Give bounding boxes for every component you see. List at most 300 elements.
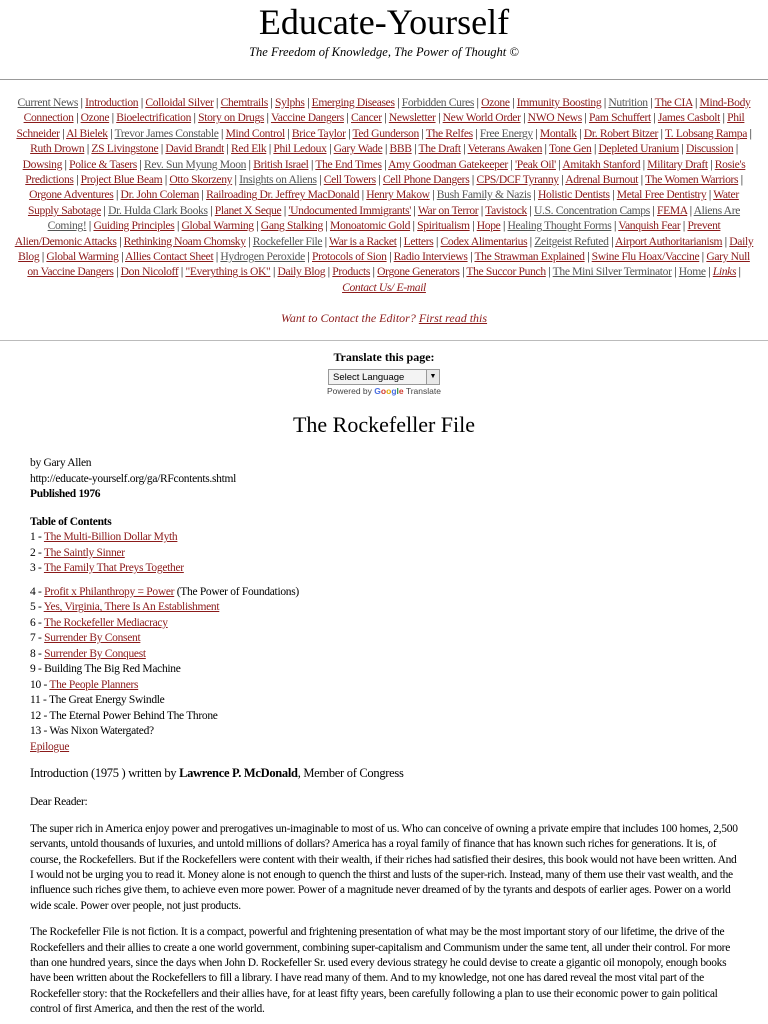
nav-separator: | bbox=[459, 265, 467, 279]
nav-link[interactable]: Monoatomic Gold bbox=[329, 219, 411, 233]
toc-number: 5 - bbox=[30, 601, 44, 614]
toc-number: 6 - bbox=[30, 616, 44, 629]
nav-separator: | bbox=[118, 250, 125, 264]
nav-link[interactable]: Amy Goodman Gatekeeper bbox=[388, 157, 508, 171]
toc-link[interactable]: The Family That Preys Together bbox=[43, 562, 184, 575]
nav-separator: | bbox=[109, 111, 117, 125]
nav-separator: | bbox=[581, 111, 589, 125]
toc-number: 10 - bbox=[30, 678, 50, 691]
nav-separator: | bbox=[199, 188, 207, 202]
nav-separator: | bbox=[59, 126, 67, 140]
nav-link[interactable]: 'Undocumented Immigrants' bbox=[288, 203, 411, 217]
nav-separator: | bbox=[223, 142, 232, 156]
translate-text: Translate bbox=[405, 386, 441, 397]
nav-link[interactable]: Project Blue Beam bbox=[80, 173, 163, 187]
nav-separator: | bbox=[162, 173, 170, 187]
nav-link[interactable]: Mind-Body Connection bbox=[23, 96, 751, 125]
nav-separator: | bbox=[304, 96, 312, 109]
nav-link[interactable]: Radio Interviews bbox=[393, 250, 468, 264]
header-divider bbox=[0, 79, 768, 80]
nav-separator: | bbox=[410, 219, 418, 233]
article-content bbox=[30, 456, 738, 1017]
nav-link[interactable]: Hope bbox=[476, 219, 501, 233]
toc-spacer bbox=[30, 577, 738, 585]
nav-separator: | bbox=[474, 96, 482, 109]
nav-separator: | bbox=[609, 188, 617, 202]
google-logo-icon: Google bbox=[374, 386, 404, 397]
site-tagline: The Freedom of Knowledge, The Power of Thought © bbox=[249, 45, 519, 59]
nav-link[interactable]: Dr. John Coleman bbox=[120, 188, 199, 202]
nav-link[interactable]: Gary Null on Vaccine Dangers bbox=[27, 250, 750, 279]
contact-text: Want to Contact the Editor? bbox=[280, 311, 416, 326]
nav-separator: | bbox=[722, 234, 730, 248]
nav-separator: | bbox=[601, 96, 609, 109]
nav-separator: | bbox=[138, 96, 146, 109]
nav-separator: | bbox=[308, 157, 316, 171]
nav-separator: | bbox=[284, 126, 292, 140]
nav-link[interactable]: Railroading Dr. Jeffrey MacDonald bbox=[206, 188, 360, 202]
nav-link[interactable]: New World Order bbox=[442, 111, 521, 125]
nav-link[interactable]: BBB bbox=[389, 142, 412, 156]
site-title: Educate-Yourself bbox=[258, 2, 510, 42]
nav-link[interactable]: Prevent Alien/Demonic Attacks bbox=[14, 219, 721, 248]
nav-separator: | bbox=[545, 265, 553, 279]
nav-link[interactable]: Holistic Dentists bbox=[538, 188, 610, 202]
nav-separator: | bbox=[558, 173, 566, 187]
nav-link[interactable]: Vaccine Dangers bbox=[270, 111, 344, 125]
nav-separator: | bbox=[158, 142, 166, 156]
nav-link[interactable]: War is a Racket bbox=[329, 234, 397, 248]
nav-link[interactable]: 'Peak Oil' bbox=[514, 157, 556, 171]
nav-separator: | bbox=[394, 96, 402, 109]
toc-item bbox=[30, 616, 738, 632]
nav-link[interactable]: Ozone bbox=[80, 111, 110, 125]
nav-link[interactable]: ZS Livingstone bbox=[91, 142, 159, 156]
toc-number: 3 - bbox=[30, 562, 44, 575]
nav-link[interactable]: Allies Contact Sheet bbox=[125, 250, 214, 264]
toc-item bbox=[30, 530, 738, 546]
nav-link[interactable]: Otto Skorzeny bbox=[169, 173, 233, 187]
site-navigation bbox=[14, 95, 754, 295]
nav-link[interactable]: Pam Schuffert bbox=[588, 111, 651, 125]
nav-separator: | bbox=[316, 173, 324, 187]
nav-separator: | bbox=[266, 142, 274, 156]
nav-separator: | bbox=[113, 188, 121, 202]
nav-separator: | bbox=[469, 173, 477, 187]
nav-separator: | bbox=[467, 250, 475, 264]
nav-link[interactable]: Guiding Principles bbox=[93, 219, 175, 233]
nav-link[interactable]: CPS/DCF Tyranny bbox=[476, 173, 559, 187]
toc-item bbox=[30, 600, 738, 616]
nav-separator: | bbox=[706, 188, 714, 202]
nav-link[interactable]: Trevor James Constable bbox=[114, 126, 219, 140]
nav-link[interactable]: T. Lobsang Rampa bbox=[664, 126, 748, 140]
nav-separator: | bbox=[107, 126, 115, 140]
nav-link[interactable]: Red Elk bbox=[231, 142, 267, 156]
nav-separator: | bbox=[267, 96, 276, 109]
nav-link[interactable]: Adrenal Burnout bbox=[565, 173, 639, 187]
nav-separator: | bbox=[359, 188, 367, 202]
nav-link[interactable]: Water Supply Sabotage bbox=[27, 188, 739, 217]
nav-separator: | bbox=[381, 157, 389, 171]
nav-link[interactable]: The Strawman Explained bbox=[474, 250, 585, 264]
toc-number: 13 - bbox=[30, 725, 50, 738]
language-select[interactable] bbox=[328, 369, 440, 385]
nav-separator: | bbox=[113, 265, 121, 279]
article-published: Published 1976 bbox=[30, 488, 101, 501]
powered-by-text: Powered by bbox=[327, 386, 372, 397]
toc-item bbox=[30, 546, 738, 562]
nav-link[interactable]: Orgone Adventures bbox=[29, 188, 114, 202]
nav-separator: | bbox=[245, 234, 253, 248]
nav-link[interactable]: Home bbox=[678, 265, 706, 279]
nav-link[interactable]: Rev. Sun Myung Moon bbox=[144, 157, 247, 171]
nav-separator: | bbox=[325, 265, 333, 279]
translate-label: Translate this page: bbox=[333, 350, 435, 365]
nav-separator: | bbox=[738, 173, 743, 187]
toc-link[interactable]: Surrender By Consent bbox=[44, 632, 141, 645]
toc-number: 4 - bbox=[30, 585, 45, 598]
toc-item bbox=[30, 647, 738, 663]
nav-separator: | bbox=[638, 173, 646, 187]
nav-link[interactable]: Military Draft bbox=[647, 157, 708, 171]
nav-separator: | bbox=[520, 111, 528, 125]
toc-link[interactable]: The Rockefeller Mediacracy bbox=[43, 616, 168, 629]
toc-item bbox=[30, 585, 738, 601]
nav-link[interactable]: Newsletter bbox=[388, 111, 436, 125]
nav-link[interactable]: Current News bbox=[17, 96, 79, 109]
nav-separator: | bbox=[270, 265, 278, 279]
nav-link[interactable]: Brice Taylor bbox=[291, 126, 346, 140]
nav-separator: | bbox=[232, 173, 240, 187]
paragraph: The Rockefeller File is not fiction. It is a compact, powerful and frightening presentation of what may be the most important story of our lifetime, the drive of the Rockefellers and their allies to create a one world government, combining super-capitalism and Communism under the same tent, all under their control. For more than one hundred years, since the days when John D. Rockefeller Sr. used every devious strategy he could devise to create a gigantic oil monopoly, enough books have been written about the Rockefellers to fill a library. I have read many of them. And to my knowledge, not one has dared reveal the most vital part of the Rockefeller story: that the Rockefellers and their allies have, for at least fifty years, been carefully following a plan to use their economic power to gain political control of first America, and then the rest of the world. bbox=[30, 926, 730, 1016]
nav-link[interactable]: FEMA bbox=[657, 203, 688, 217]
nav-link[interactable]: "Everything is OK" bbox=[185, 265, 271, 279]
nav-separator: | bbox=[73, 111, 81, 125]
toc-title: Table of Contents bbox=[30, 515, 112, 528]
toc-label: Building The Big Red Machine bbox=[44, 663, 181, 676]
nav-separator: | bbox=[218, 126, 226, 140]
nav-separator: | bbox=[591, 142, 599, 156]
nav-link[interactable]: Global Warming bbox=[181, 219, 254, 233]
nav-link[interactable]: Insights on Aliens bbox=[239, 173, 317, 187]
toc-suffix: (The Power of Foundations) bbox=[174, 585, 299, 598]
nav-separator: | bbox=[396, 234, 404, 248]
nav-separator: | bbox=[692, 96, 700, 109]
toc-label: The Eternal Power Behind The Throne bbox=[49, 709, 218, 722]
intro-suffix: , Member of Congress bbox=[297, 766, 404, 781]
nav-link[interactable]: Ozone bbox=[481, 96, 510, 109]
nav-separator: | bbox=[507, 157, 515, 171]
nav-link[interactable]: Airport Authoritarianism bbox=[614, 234, 723, 248]
toc-link[interactable]: Surrender By Conquest bbox=[44, 647, 146, 660]
toc-item bbox=[30, 678, 738, 694]
toc-number: 8 - bbox=[30, 647, 45, 660]
nav-separator: | bbox=[174, 219, 182, 233]
toc-item bbox=[30, 724, 738, 740]
nav-divider bbox=[0, 340, 768, 341]
nav-link[interactable]: War on Terror bbox=[417, 203, 479, 217]
nav-separator: | bbox=[116, 234, 124, 248]
nav-link[interactable]: Products bbox=[332, 265, 371, 279]
table-of-contents bbox=[30, 530, 738, 755]
nav-separator: | bbox=[699, 250, 707, 264]
nav-link[interactable]: Phil Schneider bbox=[16, 111, 745, 140]
nav-link[interactable]: Tavistock bbox=[485, 203, 527, 217]
nav-separator: | bbox=[500, 219, 508, 233]
nav-link[interactable]: Hydrogen Peroxide bbox=[220, 250, 305, 264]
nav-link[interactable]: Dowsing bbox=[22, 157, 63, 171]
toc-number: 1 - bbox=[30, 531, 44, 544]
toc-label: Was Nixon Watergated? bbox=[49, 725, 154, 738]
toc-item bbox=[30, 561, 738, 577]
article-url: http://educate-yourself.org/ga/RFcontents.shtml bbox=[30, 472, 237, 485]
nav-separator: | bbox=[555, 157, 563, 171]
nav-link[interactable]: Cancer bbox=[351, 111, 382, 125]
nav-link[interactable]: Swine Flu Hoax/Vaccine bbox=[591, 250, 700, 264]
nav-separator: | bbox=[84, 142, 92, 156]
nav-link[interactable]: Story on Drugs bbox=[198, 111, 265, 125]
nav-link[interactable]: Introduction bbox=[85, 96, 139, 109]
powered-by-google bbox=[0, 386, 768, 396]
toc-link[interactable]: The Multi-Billion Dollar Myth bbox=[43, 531, 178, 544]
nav-link[interactable]: Metal Free Dentistry bbox=[616, 188, 707, 202]
nav-separator: | bbox=[86, 219, 94, 233]
nav-separator: | bbox=[326, 142, 334, 156]
nav-link[interactable]: Daily Blog bbox=[277, 265, 326, 279]
nav-separator: | bbox=[264, 111, 271, 125]
nav-separator: | bbox=[611, 219, 619, 233]
nav-separator: | bbox=[747, 126, 752, 140]
nav-link[interactable]: Rosie's Predictions bbox=[25, 157, 746, 187]
introduction-line bbox=[30, 766, 738, 781]
paragraph: The super rich in America enjoy power and prerogatives un-imaginable to most of us. Who can conceive of owning a private empire that includes 100 homes, 2,500 servants, untold thousands of luxuries, and untold millions of dollars? America has a royal family of finance that has known such riches for generations. It is, of course, the Rockefellers. But if the Rockefellers were content with their wealth, if their riches had satisfied their desires, this book would not have been written. And I would not be urging you to read it. Money alone is not enough to quench the thirst and lusts of the super-rich. Instead, many of them use their vast wealth, and the influence such riches give them, to achieve even more power. Power of a magnitude never dreamed of by the tyrants and despots of earlier ages. Power on a world wide scale. Power over people, not just products. bbox=[30, 822, 738, 912]
salutation: Dear Reader: bbox=[30, 796, 88, 809]
article-title: The Rockefeller File bbox=[292, 412, 476, 438]
nav-separator: | bbox=[213, 96, 221, 109]
nav-link[interactable]: Discussion bbox=[685, 142, 734, 156]
contact-editor bbox=[0, 311, 768, 326]
nav-separator: | bbox=[584, 250, 592, 264]
nav-separator: | bbox=[386, 250, 394, 264]
nav-separator: | bbox=[649, 203, 657, 217]
nav-separator: | bbox=[678, 142, 686, 156]
nav-separator: | bbox=[527, 234, 535, 248]
nav-link[interactable]: The End Times bbox=[315, 157, 382, 171]
nav-link[interactable]: Global Warming bbox=[46, 250, 119, 264]
intro-author: Lawrence P. McDonald bbox=[179, 766, 298, 781]
nav-link[interactable]: The Mini Silver Terminator bbox=[552, 265, 672, 279]
toc-link[interactable]: The People Planners bbox=[49, 678, 139, 691]
nav-link[interactable]: Police & Tasers bbox=[69, 157, 137, 171]
toc-link[interactable]: Profit x Philanthropy = Power bbox=[44, 585, 175, 598]
toc-number: 2 - bbox=[30, 546, 44, 559]
nav-separator: | bbox=[304, 250, 312, 264]
nav-link[interactable]: The Draft bbox=[418, 142, 461, 156]
nav-separator: | bbox=[650, 111, 658, 125]
nav-link[interactable]: Dr. Hulda Clark Books bbox=[108, 203, 208, 217]
nav-separator: | bbox=[576, 126, 584, 140]
nav-link[interactable]: Codex Alimentarius bbox=[440, 234, 528, 248]
article-author: by Gary Allen bbox=[30, 457, 92, 470]
nav-link[interactable]: Colloidal Silver bbox=[145, 96, 214, 109]
nav-separator: | bbox=[707, 157, 715, 171]
nav-separator: | bbox=[411, 203, 418, 217]
nav-link[interactable]: Cell Towers bbox=[323, 173, 376, 187]
toc-link[interactable]: Epilogue bbox=[30, 740, 70, 753]
nav-link[interactable]: Al Bielek bbox=[66, 126, 108, 140]
nav-link[interactable]: James Casbolt bbox=[657, 111, 721, 125]
nav-link[interactable]: Veterans Awaken bbox=[467, 142, 543, 156]
toc-number: 11 - bbox=[30, 694, 49, 707]
nav-separator: | bbox=[608, 234, 615, 248]
nav-link[interactable]: Henry Makow bbox=[366, 188, 430, 202]
nav-link[interactable]: British Israel bbox=[253, 157, 309, 171]
nav-link[interactable]: The Relfes bbox=[425, 126, 473, 140]
nav-separator: | bbox=[178, 265, 186, 279]
nav-separator: | bbox=[322, 234, 330, 248]
toc-number: 7 - bbox=[30, 632, 45, 645]
nav-link[interactable]: NWO News bbox=[527, 111, 582, 125]
dropdown-arrow-icon: ▼ bbox=[426, 370, 439, 384]
nav-separator: | bbox=[281, 203, 289, 217]
nav-link[interactable]: Tone Gen bbox=[548, 142, 592, 156]
nav-separator: | bbox=[472, 126, 480, 140]
nav-separator: | bbox=[207, 203, 215, 217]
nav-link[interactable]: Vanquish Fear bbox=[618, 219, 681, 233]
toc-link[interactable]: The Saintly Sinner bbox=[43, 546, 125, 559]
toc-link[interactable]: Yes, Virginia, There Is An Establishment bbox=[43, 601, 220, 614]
nav-separator: | bbox=[720, 111, 728, 125]
nav-link[interactable]: Rockefeller File bbox=[252, 234, 323, 248]
nav-separator: | bbox=[640, 157, 648, 171]
nav-separator: | bbox=[435, 111, 443, 125]
nav-link[interactable]: Depleted Uranium bbox=[598, 142, 679, 156]
nav-link[interactable]: Ruth Drown bbox=[30, 142, 85, 156]
nav-separator: | bbox=[647, 96, 655, 109]
nav-link[interactable]: Protocols of Sion bbox=[312, 250, 387, 264]
translate-widget bbox=[0, 350, 768, 396]
nav-link[interactable]: Montalk bbox=[539, 126, 577, 140]
nav-link[interactable]: Phil Ledoux bbox=[273, 142, 327, 156]
nav-separator: | bbox=[62, 157, 70, 171]
toc-item bbox=[30, 631, 738, 647]
nav-link[interactable]: Bioelectrification bbox=[116, 111, 192, 125]
contact-read-first-link[interactable]: First read this bbox=[418, 311, 488, 326]
nav-separator: | bbox=[532, 126, 540, 140]
nav-separator: | bbox=[382, 142, 390, 156]
nav-separator: | bbox=[370, 265, 378, 279]
nav-separator: | bbox=[78, 96, 86, 109]
nav-separator: | bbox=[246, 157, 254, 171]
nav-link[interactable]: Sylphs bbox=[275, 96, 305, 109]
nav-separator: | bbox=[429, 188, 437, 202]
nav-link[interactable]: Planet X Seque bbox=[214, 203, 282, 217]
nav-separator: | bbox=[343, 111, 351, 125]
nav-link[interactable]: Ted Gunderson bbox=[352, 126, 419, 140]
toc-item bbox=[30, 709, 738, 725]
nav-separator: | bbox=[705, 265, 713, 279]
nav-separator: | bbox=[736, 265, 741, 279]
nav-link[interactable]: The Women Warriors bbox=[645, 173, 739, 187]
intro-prefix: Introduction (1975 ) written by bbox=[30, 766, 180, 781]
nav-link[interactable]: Aliens Are Coming! bbox=[47, 203, 741, 233]
nav-separator: | bbox=[375, 173, 383, 187]
toc-label: The Great Energy Swindle bbox=[48, 694, 165, 707]
nav-separator: | bbox=[191, 111, 199, 125]
nav-link[interactable]: Spiritualism bbox=[417, 219, 470, 233]
nav-separator: | bbox=[542, 142, 549, 156]
toc-item bbox=[30, 740, 738, 756]
nav-separator: | bbox=[509, 96, 517, 109]
nav-link[interactable]: Bush Family & Nazis bbox=[436, 188, 531, 202]
nav-link[interactable]: Emerging Diseases bbox=[311, 96, 395, 109]
nav-separator: | bbox=[469, 219, 477, 233]
toc-number: 9 - bbox=[30, 663, 45, 676]
nav-separator: | bbox=[530, 188, 538, 202]
nav-link[interactable]: The Succor Punch bbox=[466, 265, 546, 279]
site-header bbox=[0, 0, 768, 60]
nav-link[interactable]: Don Nicoloff bbox=[120, 265, 179, 279]
nav-separator: | bbox=[253, 219, 261, 233]
nav-link[interactable]: Cell Phone Dangers bbox=[382, 173, 470, 187]
nav-separator: | bbox=[345, 126, 353, 140]
nav-link[interactable]: Contact Us/ E-mail bbox=[342, 280, 426, 294]
nav-link[interactable]: Orgone Generators bbox=[377, 265, 460, 279]
nav-link[interactable]: The CIA bbox=[654, 96, 693, 109]
nav-link[interactable]: Letters bbox=[403, 234, 434, 248]
nav-link[interactable]: Dr. Robert Bitzer bbox=[583, 126, 659, 140]
nav-separator: | bbox=[100, 203, 109, 217]
nav-separator: | bbox=[136, 157, 144, 171]
nav-separator: | bbox=[658, 126, 665, 140]
nav-link[interactable]: Links bbox=[712, 265, 737, 279]
nav-link[interactable]: Gang Stalking bbox=[260, 219, 323, 233]
nav-separator: | bbox=[671, 265, 679, 279]
nav-separator: | bbox=[411, 142, 419, 156]
nav-separator: | bbox=[460, 142, 468, 156]
nav-link[interactable]: Free Energy bbox=[479, 126, 533, 140]
language-select-value: Select Language bbox=[333, 372, 405, 384]
nav-link[interactable]: Zeitgeist Refuted bbox=[534, 234, 609, 248]
nav-separator: | bbox=[381, 111, 389, 125]
toc-item bbox=[30, 693, 738, 709]
nav-link[interactable]: David Brandt bbox=[165, 142, 224, 156]
nav-separator: | bbox=[526, 203, 535, 217]
nav-separator: | bbox=[39, 250, 47, 264]
nav-separator: | bbox=[478, 203, 486, 217]
nav-separator: | bbox=[687, 203, 694, 217]
nav-separator: | bbox=[213, 250, 221, 264]
nav-link[interactable]: Forbidden Cures bbox=[401, 96, 475, 109]
nav-link[interactable]: Chemtrails bbox=[220, 96, 268, 109]
nav-separator: | bbox=[733, 142, 738, 156]
nav-link[interactable]: Rethinking Noam Chomsky bbox=[123, 234, 246, 248]
nav-link[interactable]: U.S. Concentration Camps bbox=[534, 203, 650, 217]
nav-link[interactable]: Healing Thought Forms bbox=[507, 219, 612, 233]
nav-separator: | bbox=[433, 234, 441, 248]
nav-link[interactable]: Amitakh Stanford bbox=[562, 157, 641, 171]
nav-separator: | bbox=[680, 219, 688, 233]
nav-link[interactable]: Nutrition bbox=[608, 96, 648, 109]
nav-link[interactable]: Daily Blog bbox=[18, 234, 754, 264]
nav-link[interactable]: Gary Wade bbox=[333, 142, 383, 156]
toc-number: 12 - bbox=[30, 709, 50, 722]
nav-separator: | bbox=[322, 219, 330, 233]
nav-separator: | bbox=[418, 126, 426, 140]
nav-link[interactable]: Immunity Boosting bbox=[516, 96, 602, 109]
nav-link[interactable]: Mind Control bbox=[225, 126, 285, 140]
